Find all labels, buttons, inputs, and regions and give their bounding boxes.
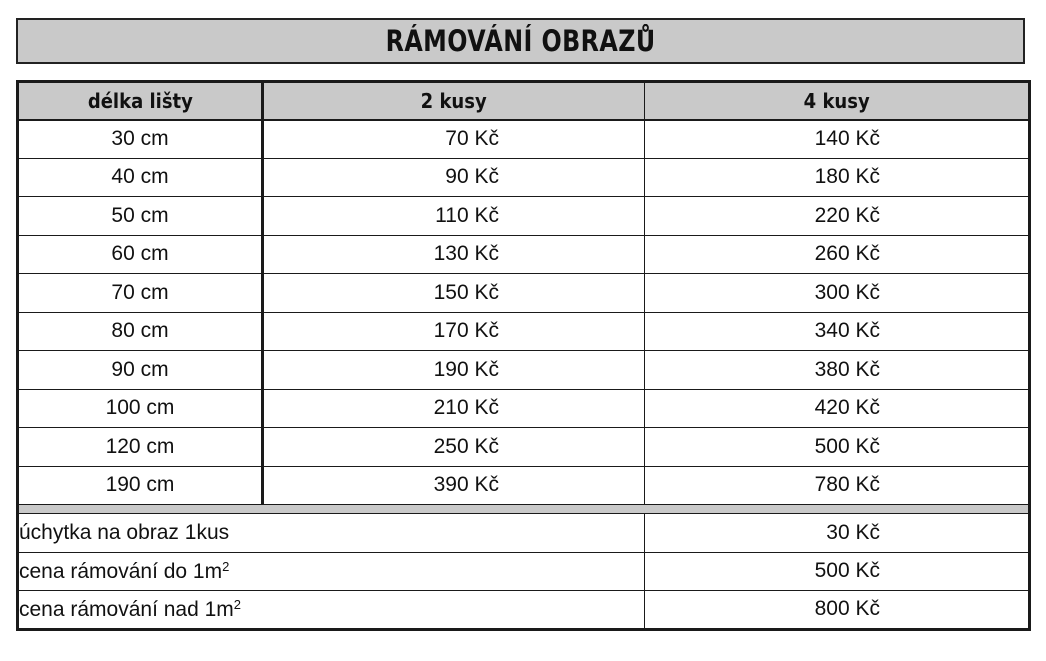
length-cell: 40 cm [18, 158, 263, 197]
price-2-cell [263, 197, 645, 236]
section-separator [18, 505, 1030, 514]
extra-row [18, 591, 1030, 630]
price-table [16, 80, 1031, 631]
extra-price-cell [645, 591, 1030, 630]
price-4-value: 780 Kč [814, 473, 880, 497]
price-2-cell [263, 389, 645, 428]
price-4-value: 380 Kč [814, 357, 880, 381]
price-4-value: 140 Kč [814, 127, 880, 150]
table-row [18, 120, 1030, 159]
length-cell: 50 cm [18, 197, 263, 236]
price-4-cell [645, 235, 1030, 274]
price-2-cell [263, 466, 645, 505]
extra-label: cena rámování do 1m [19, 559, 223, 583]
extra-label-sup: 2 [222, 558, 230, 574]
extra-price: 500 Kč [814, 559, 880, 583]
price-2-value: 70 Kč [445, 127, 499, 150]
price-4-cell [645, 466, 1030, 505]
table-row [18, 274, 1030, 313]
price-2-cell [263, 428, 645, 467]
page-title [16, 18, 1025, 64]
price-2-cell [263, 120, 645, 159]
extra-label-cell [18, 591, 645, 630]
table-header-row [18, 82, 1030, 120]
table-row [18, 466, 1030, 505]
price-2-cell [263, 274, 645, 313]
length-cell: 100 cm [18, 389, 263, 428]
table-row [18, 197, 1030, 236]
header-4-pieces: 4 kusy [645, 82, 1030, 120]
price-2-value: 130 Kč [433, 242, 499, 266]
table-row [18, 351, 1030, 390]
price-4-cell [645, 351, 1030, 390]
price-4-value: 220 Kč [814, 203, 880, 227]
extra-label-cell [18, 552, 645, 591]
price-4-cell [645, 120, 1030, 159]
length-cell: 80 cm [18, 312, 263, 351]
extra-price: 800 Kč [814, 597, 880, 621]
extra-label: úchytka na obraz 1kus [19, 521, 230, 545]
header-2-pieces: 2 kusy [263, 82, 645, 120]
price-4-value: 500 Kč [814, 434, 880, 458]
extra-price-cell [645, 514, 1030, 553]
price-2-cell [263, 158, 645, 197]
price-4-cell [645, 158, 1030, 197]
price-4-cell [645, 274, 1030, 313]
length-cell: 60 cm [18, 235, 263, 274]
length-cell: 30 cm [18, 120, 263, 159]
extra-row [18, 514, 1030, 553]
price-4-cell [645, 389, 1030, 428]
length-cell: 90 cm [18, 351, 263, 390]
length-cell: 70 cm [18, 274, 263, 313]
page-title-text: RÁMOVÁNÍ OBRAZŮ [385, 24, 656, 58]
price-4-value: 420 Kč [814, 396, 880, 420]
extra-price-cell [645, 552, 1030, 591]
price-4-value: 260 Kč [814, 242, 880, 266]
extra-label: cena rámování nad 1m [19, 597, 234, 621]
price-2-cell [263, 312, 645, 351]
price-4-cell [645, 428, 1030, 467]
extra-row [18, 552, 1030, 591]
extra-price: 30 Kč [826, 520, 880, 544]
length-cell: 120 cm [18, 428, 263, 467]
table-row [18, 235, 1030, 274]
price-2-value: 170 Kč [433, 319, 499, 343]
price-2-value: 390 Kč [433, 473, 499, 497]
table-row [18, 389, 1030, 428]
length-cell: 190 cm [18, 466, 263, 505]
table-row [18, 158, 1030, 197]
price-4-value: 340 Kč [814, 319, 880, 343]
header-length: délka lišty [18, 82, 263, 120]
price-2-value: 90 Kč [445, 165, 499, 189]
price-2-value: 150 Kč [433, 280, 499, 304]
price-2-value: 110 Kč [435, 203, 499, 227]
price-2-cell [263, 235, 645, 274]
price-4-cell [645, 312, 1030, 351]
table-row [18, 428, 1030, 467]
price-4-value: 300 Kč [814, 280, 880, 304]
table-row [18, 312, 1030, 351]
price-2-value: 190 Kč [433, 357, 499, 381]
price-2-value: 210 Kč [433, 396, 499, 420]
extra-label-sup: 2 [233, 596, 242, 612]
price-2-value: 250 Kč [433, 434, 499, 458]
extra-label-cell [18, 514, 645, 553]
price-4-cell [645, 197, 1030, 236]
price-2-cell [263, 351, 645, 390]
separator-cell [18, 505, 1030, 514]
price-4-value: 180 Kč [814, 165, 880, 189]
